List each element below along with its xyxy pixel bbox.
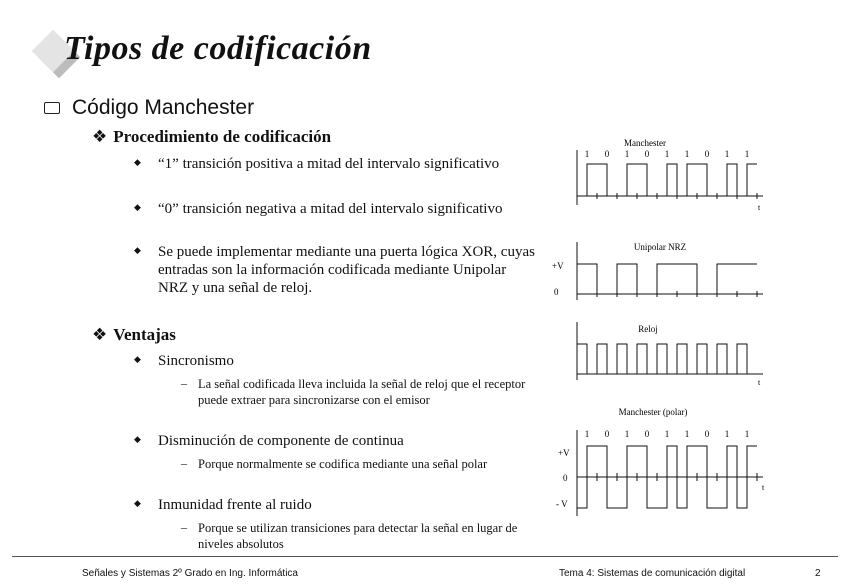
- bit-label: 0: [644, 429, 650, 439]
- footer-topic: Tema 4: Sistemas de comunicación digital: [559, 568, 746, 579]
- ventaja-ruido: Inmunidad frente al ruido: [158, 497, 312, 513]
- bullet-1: “1” transición positiva a mitad del intervalo significativo: [158, 156, 500, 172]
- waveform-diagrams: [540, 130, 780, 550]
- ventaja-sincronismo: Sincronismo: [158, 353, 234, 369]
- diamond-bullet-icon: ◆: [134, 203, 141, 213]
- ventaja-continua: Disminución de componente de continua: [158, 433, 404, 449]
- section-procedimiento: [92, 127, 331, 147]
- pointer-hand-icon: [44, 102, 60, 114]
- page-number: 2: [815, 568, 821, 579]
- ventaja-continua-detail: Porque normalmente se codifica mediante una señal polar: [198, 457, 488, 471]
- bullet-xor: Se puede implementar mediante una puerta lógica XOR, cuyas entradas son la información codificada mediante Unipolar NRZ y una señal de reloj.: [158, 244, 535, 296]
- bit-label: 1: [684, 429, 690, 439]
- bit-label: 1: [584, 429, 590, 439]
- polar-axis-label: t: [762, 483, 765, 492]
- manchester-polar-waveform: [577, 430, 763, 516]
- manchester-axis-label: t: [758, 203, 761, 212]
- ventaja-sincronismo-detail: La señal codificada lleva incluida la señal de reloj que el receptor puede extraer para sincronizarse con el emisor: [198, 377, 526, 407]
- bit-label: 1: [744, 149, 750, 159]
- diamond-bullet-icon: ◆: [134, 158, 141, 168]
- bit-label: 1: [664, 149, 670, 159]
- polar-zero-label: 0: [563, 473, 568, 483]
- bullet-0: “0” transición negativa a mitad del intervalo significativo: [158, 201, 503, 217]
- bit-label: 1: [664, 429, 670, 439]
- bit-label: 1: [624, 149, 630, 159]
- bit-label: 0: [604, 429, 610, 439]
- footer-divider: [12, 556, 838, 557]
- footer-course: Señales y Sistemas 2º Grado en Ing. Informática: [82, 568, 298, 579]
- bit-label: 1: [724, 149, 730, 159]
- manchester-signal: [577, 164, 757, 196]
- diamond-bullet-icon: ◆: [134, 435, 141, 445]
- polar-neg-label: - V: [556, 499, 568, 509]
- dash-bullet: –: [181, 456, 187, 470]
- level1-heading: Código Manchester: [72, 96, 255, 119]
- star-bullet-icon: ❖: [92, 127, 108, 147]
- manchester-bit-labels: [585, 149, 750, 159]
- bit-label: 1: [744, 429, 750, 439]
- bit-label: 1: [724, 429, 730, 439]
- clock-waveform: [577, 322, 763, 380]
- diamond-bullet-icon: ◆: [134, 355, 141, 365]
- bit-label: 1: [624, 429, 630, 439]
- clock-title: Reloj: [638, 324, 658, 334]
- clock-axis-label: t: [758, 378, 761, 387]
- unipolar-high-label: +V: [552, 261, 564, 271]
- dash-bullet: –: [181, 520, 187, 534]
- manchester-polar-bit-labels: [585, 429, 750, 439]
- slide-title: Tipos de codificación: [64, 30, 372, 67]
- section-ventajas-heading: Ventajas: [113, 325, 176, 344]
- bit-label: 0: [704, 149, 710, 159]
- unipolar-low-label: 0: [554, 287, 559, 297]
- bit-label: 1: [584, 149, 590, 159]
- manchester-polar-title: Manchester (polar): [618, 407, 688, 417]
- polar-pos-label: +V: [558, 448, 570, 458]
- ventaja-ruido-detail: Porque se utilizan transiciones para detectar la señal en lugar de niveles absolutos: [198, 521, 518, 551]
- bit-label: 0: [604, 149, 610, 159]
- manchester-title: Manchester: [624, 138, 666, 148]
- bit-label: 0: [704, 429, 710, 439]
- section-procedimiento-heading: Procedimiento de codificación: [113, 127, 332, 146]
- star-bullet-icon: ❖: [92, 325, 108, 345]
- clock-signal: [577, 344, 757, 374]
- bit-label: 1: [684, 149, 690, 159]
- diamond-bullet-icon: ◆: [134, 499, 141, 509]
- unipolar-signal: [577, 264, 757, 294]
- bit-label: 0: [644, 149, 650, 159]
- section-ventajas: [92, 325, 176, 345]
- unipolar-title: Unipolar NRZ: [633, 242, 687, 252]
- diamond-bullet-icon: ◆: [134, 246, 141, 256]
- dash-bullet: –: [181, 376, 187, 390]
